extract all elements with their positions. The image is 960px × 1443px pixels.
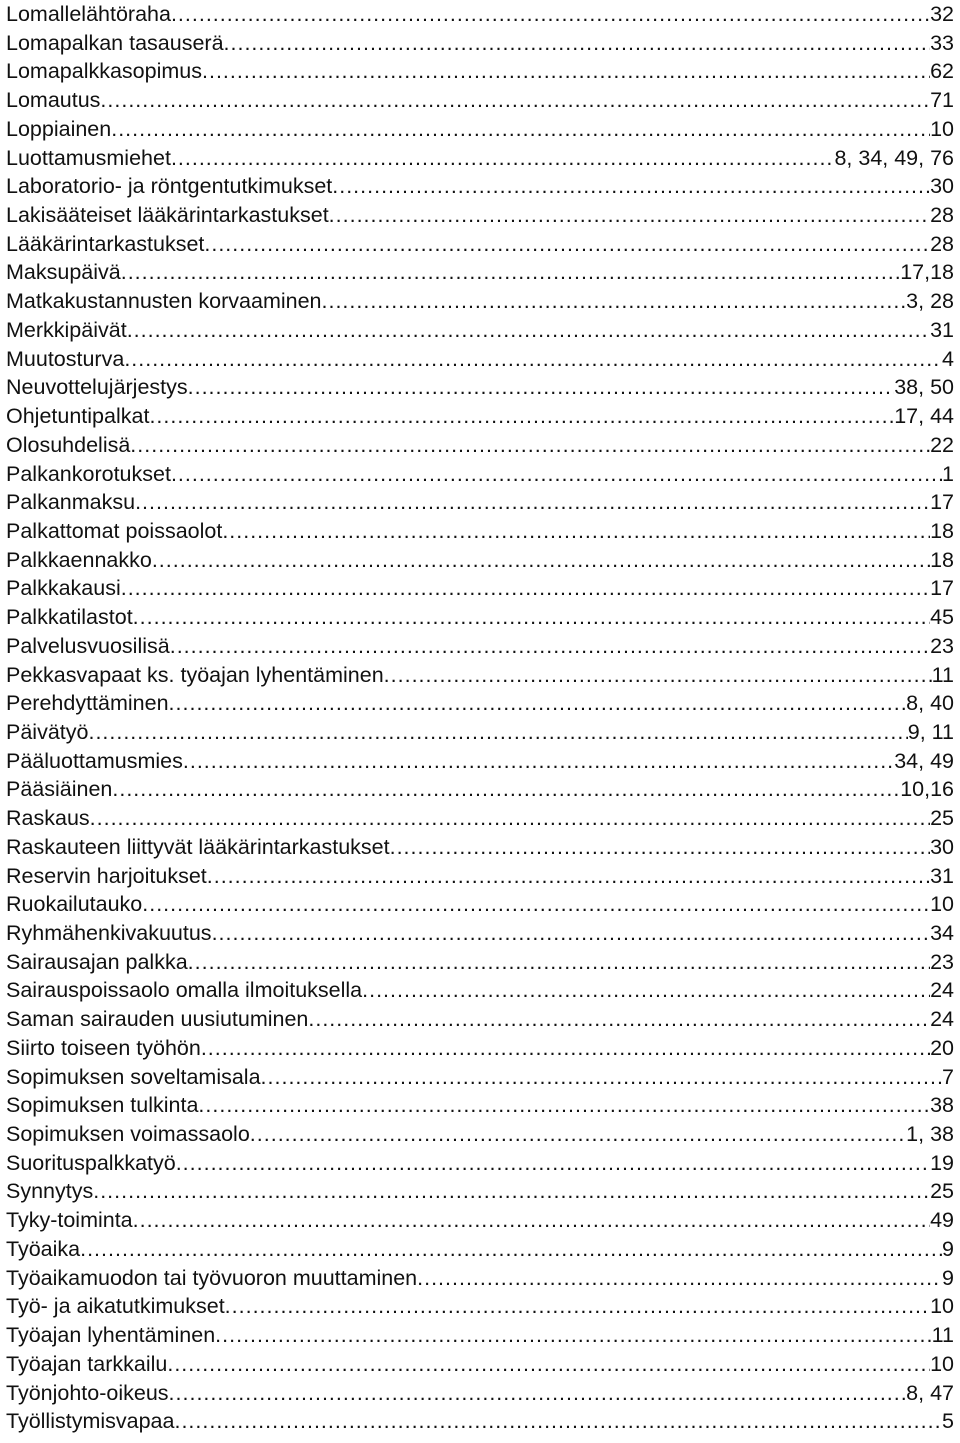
index-page-numbers: 22 <box>930 432 954 457</box>
dot-leader <box>170 632 930 661</box>
index-page-numbers: 38, 50 <box>894 375 954 400</box>
dot-leader <box>417 1264 942 1293</box>
index-page-numbers: 25 <box>930 806 954 831</box>
index-entry <box>6 603 954 632</box>
index-term: Pääsiäinen <box>6 777 113 802</box>
dot-leader <box>130 431 930 460</box>
index-entry <box>6 144 954 173</box>
dot-leader <box>215 1321 932 1350</box>
index-term: Palvelusvuosilisä <box>6 633 170 658</box>
dot-leader <box>112 775 900 804</box>
index-entry <box>6 431 954 460</box>
index-page-numbers: 5 <box>942 1409 954 1434</box>
index-page-numbers: 1 <box>942 461 954 486</box>
index-term: Perehdyttäminen <box>6 691 169 716</box>
index-page-numbers: 17, 44 <box>894 404 954 429</box>
index-term: Sairauspoissaolo omalla ilmoituksella <box>6 978 363 1003</box>
dot-leader <box>176 1149 930 1178</box>
dot-leader <box>332 172 930 201</box>
dot-leader <box>183 747 894 776</box>
index-term: Palkanmaksu <box>6 490 136 515</box>
dot-leader <box>169 689 907 718</box>
index-entry <box>6 919 954 948</box>
index-entry <box>6 287 954 316</box>
index-page-numbers: 18 <box>930 547 954 572</box>
index-page-numbers: 17,18 <box>900 260 954 285</box>
index-entry <box>6 546 954 575</box>
index-entry <box>6 1120 954 1149</box>
index-term: Neuvottelujärjestys <box>6 375 188 400</box>
index-term: Työaika <box>6 1236 81 1261</box>
index-entry <box>6 316 954 345</box>
index-entry <box>6 1005 954 1034</box>
index-page-numbers: 30 <box>930 174 954 199</box>
index-term: Matkakustannusten korvaaminen <box>6 289 322 314</box>
index-term: Lomapalkan tasauserä <box>6 30 224 55</box>
index-page-numbers: 71 <box>930 88 954 113</box>
dot-leader <box>171 460 942 489</box>
dot-leader <box>261 1063 942 1092</box>
index-term: Maksupäivä <box>6 260 121 285</box>
index-entry <box>6 718 954 747</box>
index-entry <box>6 1379 954 1408</box>
index-list <box>6 0 954 1436</box>
index-term: Reservin harjoitukset <box>6 863 207 888</box>
dot-leader <box>142 890 930 919</box>
dot-leader <box>149 402 894 431</box>
index-entry <box>6 632 954 661</box>
index-page-numbers: 10 <box>930 116 954 141</box>
index-entry <box>6 488 954 517</box>
index-term: Työajan tarkkailu <box>6 1351 168 1376</box>
index-page-numbers: 34, 49 <box>894 748 954 773</box>
index-page-numbers: 30 <box>930 834 954 859</box>
index-term: Ohjetuntipalkat <box>6 404 150 429</box>
index-entry <box>6 373 954 402</box>
index-page-numbers: 34 <box>930 921 954 945</box>
dot-leader <box>88 718 907 747</box>
index-entry <box>6 833 954 862</box>
index-entry <box>6 1264 954 1293</box>
index-term: Lomapalkkasopimus <box>6 59 202 84</box>
index-entry <box>6 0 954 29</box>
index-page-numbers: 4 <box>942 346 954 371</box>
index-entry <box>6 862 954 891</box>
dot-leader <box>198 1091 930 1120</box>
index-term: Päivätyö <box>6 719 89 744</box>
dot-leader <box>171 0 930 29</box>
dot-leader <box>127 316 930 345</box>
index-entry <box>6 1063 954 1092</box>
index-page-numbers: 31 <box>930 317 954 342</box>
index-entry <box>6 230 954 259</box>
index-page-numbers: 32 <box>930 2 954 26</box>
index-page-numbers: 8, 40 <box>906 691 954 716</box>
index-term: Lakisääteiset lääkärintarkastukset <box>6 203 329 228</box>
index-term: Pääluottamusmies <box>6 748 183 773</box>
index-entry <box>6 1350 954 1379</box>
index-entry <box>6 890 954 919</box>
index-page-numbers: 23 <box>930 633 954 658</box>
index-page-numbers: 11 <box>931 662 954 687</box>
index-page-numbers: 31 <box>930 863 954 888</box>
index-entry <box>6 258 954 287</box>
index-term: Palkattomat poissaolot <box>6 518 223 543</box>
index-entry <box>6 1034 954 1063</box>
dot-leader <box>152 546 930 575</box>
index-term: Työ- ja aikatutkimukset <box>6 1294 225 1319</box>
index-term: Palkkaennakko <box>6 547 152 572</box>
index-page-numbers: 10 <box>930 1294 954 1319</box>
index-term: Sairausajan palkka <box>6 949 188 974</box>
index-entry <box>6 1177 954 1206</box>
index-term: Sopimuksen tulkinta <box>6 1093 199 1118</box>
index-page-numbers: 7 <box>942 1064 954 1089</box>
index-page-numbers: 45 <box>930 605 954 630</box>
dot-leader <box>212 919 931 948</box>
index-entry <box>6 1235 954 1264</box>
dot-leader <box>202 57 930 86</box>
index-page-numbers: 23 <box>930 949 954 974</box>
index-page-numbers: 33 <box>930 30 954 55</box>
index-term: Palkkatilastot <box>6 605 133 630</box>
index-page-numbers: 11 <box>931 1323 954 1348</box>
dot-leader <box>167 1350 930 1379</box>
dot-leader <box>80 1235 942 1264</box>
index-entry <box>6 172 954 201</box>
index-page-numbers: 38 <box>930 1093 954 1118</box>
index-term: Lomautus <box>6 88 101 113</box>
dot-leader <box>222 517 930 546</box>
index-term: Lääkärintarkastukset <box>6 231 205 256</box>
index-term: Palkkakausi <box>6 576 121 601</box>
dot-leader <box>100 86 930 115</box>
index-page-numbers: 62 <box>930 59 954 84</box>
dot-leader <box>308 1005 930 1034</box>
dot-leader <box>188 948 930 977</box>
dot-leader <box>390 833 930 862</box>
index-term: Tyky-toiminta <box>6 1208 133 1233</box>
index-entry <box>6 86 954 115</box>
index-entry <box>6 1292 954 1321</box>
dot-leader <box>93 1177 930 1206</box>
index-page-numbers: 9, 11 <box>907 719 954 744</box>
index-entry <box>6 775 954 804</box>
dot-leader <box>124 345 942 374</box>
dot-leader <box>174 1407 942 1436</box>
index-page-numbers: 9 <box>942 1236 954 1261</box>
index-term: Laboratorio- ja röntgentutkimukset <box>6 174 333 199</box>
dot-leader <box>135 488 930 517</box>
index-page-numbers: 28 <box>930 203 954 228</box>
dot-leader <box>204 230 930 259</box>
index-term: Luottamusmiehet <box>6 145 171 170</box>
index-term: Saman sairauden uusiutuminen <box>6 1007 309 1032</box>
index-term: Pekkasvapaat ks. työajan lyhentäminen <box>6 662 384 687</box>
index-entry <box>6 115 954 144</box>
index-term: Raskauteen liittyvät lääkärintarkastukset <box>6 834 390 859</box>
index-term: Olosuhdelisä <box>6 432 131 457</box>
index-entry <box>6 661 954 690</box>
dot-leader <box>362 976 930 1005</box>
index-entry <box>6 57 954 86</box>
index-term: Sopimuksen voimassaolo <box>6 1122 250 1147</box>
index-term: Ruokailutauko <box>6 892 143 917</box>
index-entry <box>6 1407 954 1436</box>
index-page-numbers: 10 <box>930 1351 954 1376</box>
index-term: Muutosturva <box>6 346 125 371</box>
index-term: Työaikamuodon tai työvuoron muuttaminen <box>6 1265 418 1290</box>
dot-leader <box>207 862 930 891</box>
dot-leader <box>169 1379 907 1408</box>
index-page-numbers: 8, 34, 49, 76 <box>834 145 954 170</box>
index-entry <box>6 345 954 374</box>
index-page-numbers: 20 <box>930 1035 954 1060</box>
index-entry <box>6 29 954 58</box>
index-page-numbers: 17 <box>930 490 954 515</box>
index-term: Suorituspalkkatyö <box>6 1150 176 1175</box>
dot-leader <box>133 1206 930 1235</box>
dot-leader <box>121 574 930 603</box>
index-entry <box>6 747 954 776</box>
index-page-numbers: 25 <box>930 1179 954 1204</box>
index-entry <box>6 976 954 1005</box>
index-term: Työajan lyhentäminen <box>6 1323 216 1348</box>
dot-leader <box>111 115 930 144</box>
dot-leader <box>225 1292 930 1321</box>
index-entry <box>6 804 954 833</box>
index-page-numbers: 3, 28 <box>906 289 954 314</box>
index-term: Merkkipäivät <box>6 317 127 342</box>
index-page-numbers: 24 <box>930 1007 954 1032</box>
index-term: Synnytys <box>6 1179 94 1204</box>
index-page-numbers: 24 <box>930 978 954 1003</box>
index-page-numbers: 18 <box>930 518 954 543</box>
index-entry <box>6 517 954 546</box>
index-term: Loppiainen <box>6 116 112 141</box>
index-term: Raskaus <box>6 806 90 831</box>
index-term: Siirto toiseen työhön <box>6 1035 201 1060</box>
index-term: Työnjohto-oikeus <box>6 1380 169 1405</box>
dot-leader <box>188 373 895 402</box>
index-term: Ryhmähenkivakuutus <box>6 921 212 945</box>
index-entry <box>6 948 954 977</box>
dot-leader <box>384 661 932 690</box>
index-page-numbers: 1, 38 <box>906 1122 954 1147</box>
index-entry <box>6 1206 954 1235</box>
index-page-numbers: 19 <box>930 1150 954 1175</box>
index-page-numbers: 9 <box>942 1265 954 1290</box>
index-entry <box>6 460 954 489</box>
dot-leader <box>133 603 930 632</box>
index-page-numbers: 10,16 <box>900 777 954 802</box>
index-page-numbers: 28 <box>930 231 954 256</box>
index-entry <box>6 1091 954 1120</box>
index-entry <box>6 1321 954 1350</box>
dot-leader <box>121 258 900 287</box>
index-page-numbers: 8, 47 <box>906 1380 954 1405</box>
index-term: Lomallelähtöraha <box>6 2 171 26</box>
index-page-numbers: 10 <box>930 892 954 917</box>
index-entry <box>6 1149 954 1178</box>
index-page-numbers: 17 <box>930 576 954 601</box>
dot-leader <box>250 1120 906 1149</box>
dot-leader <box>201 1034 930 1063</box>
dot-leader <box>224 29 931 58</box>
index-page-numbers: 49 <box>930 1208 954 1233</box>
index-entry <box>6 689 954 718</box>
index-entry <box>6 201 954 230</box>
dot-leader <box>329 201 930 230</box>
index-term: Sopimuksen soveltamisala <box>6 1064 261 1089</box>
index-term: Työllistymisvapaa <box>6 1409 175 1434</box>
dot-leader <box>322 287 907 316</box>
index-entry <box>6 402 954 431</box>
dot-leader <box>90 804 930 833</box>
index-term: Palkankorotukset <box>6 461 171 486</box>
index-entry <box>6 574 954 603</box>
dot-leader <box>171 144 835 173</box>
